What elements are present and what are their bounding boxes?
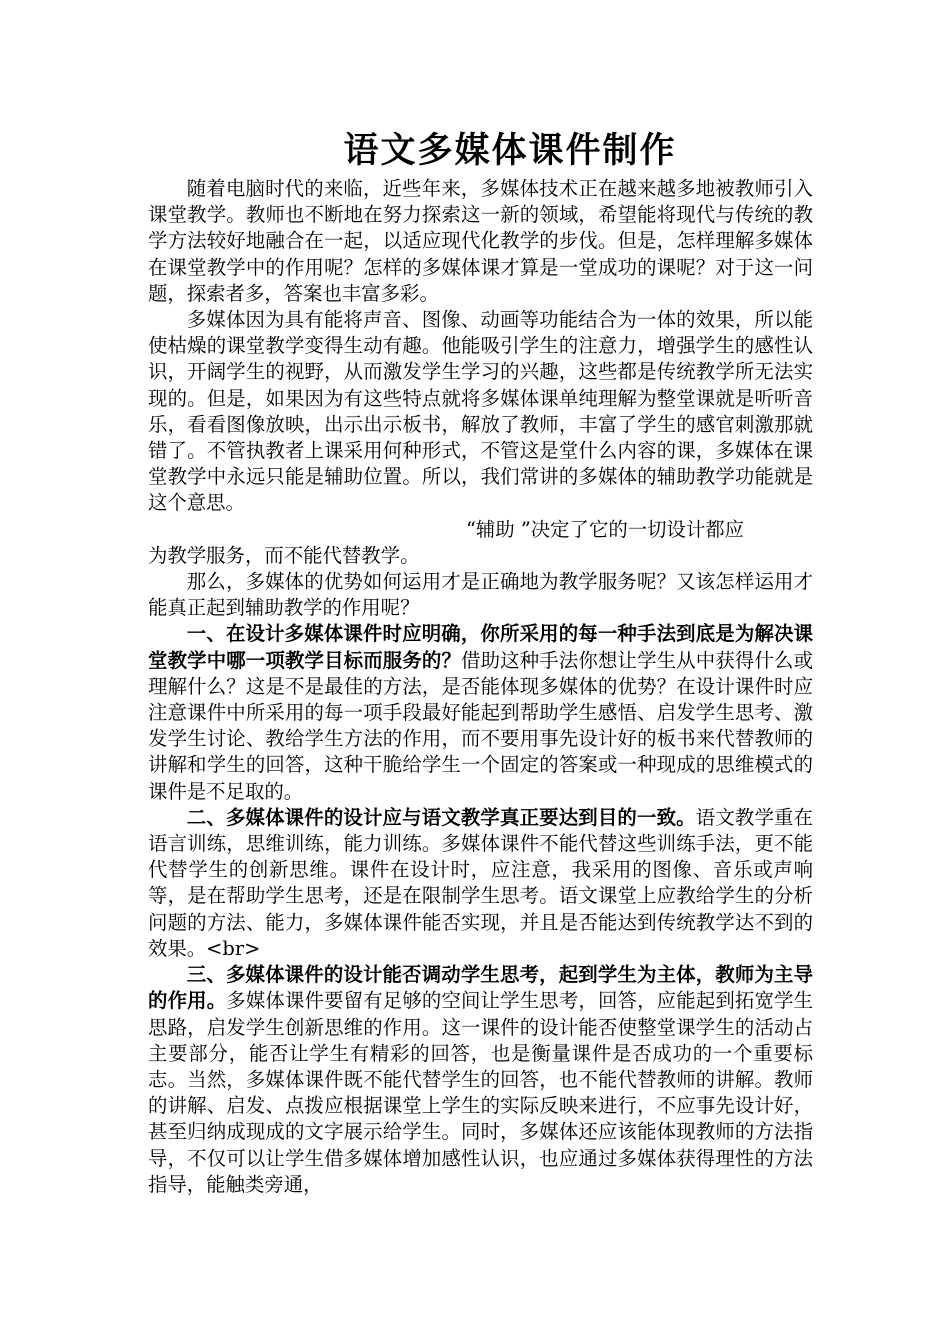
section-two xyxy=(148,805,813,962)
paragraph-auxiliary-conclusion: 为教学服务，而不能代替教学。 xyxy=(148,543,420,567)
section-three-heading: 三、多媒体课件的设计能否调动学生思考，起到学生为主体，教师为主导的作用。 xyxy=(148,963,813,1013)
section-one-text: 借助这种手法你想让学生从中获得什么或理解什么？这是不是最佳的方法，是否能体现多媒体的优势？在设计课件时应注意课件中所采用的每一项手段最好能起到帮助学生感悟、启发学生思考、激发学生讨论、教给学生方法的作用，而不要用事先设计好的板书来代替教师的讲解和学生的回答，这种干脆给学生一个固定的答案或一种现成的思维模式的课件是不足取的。 xyxy=(148,648,814,803)
paragraph-auxiliary-role: 多媒体因为具有能将声音、图像、动画等功能结合为一体的效果，所以能使枯燥的课堂教学变得生动有趣。他能吸引学生的注意力，增强学生的感性认识，开阔学生的视野，从而激发学生学习的兴趣，这些都是传统教学所无法实现的。但是，如果因为有这些特点就将多媒体课单纯理解为整堂课就是听听音乐，看看图像放映，出示出示板书，解放了教师，丰富了学生的感官刺激那就错了。不管执教者上课采用何种形式，不管这是堂什么内容的课，多媒体在课堂教学中永远只能是辅助位置。所以，我们常讲的多媒体的辅助教学功能就是这个意思。 xyxy=(148,308,813,515)
paragraph-intro: 随着电脑时代的来临，近些年来，多媒体技术正在越来越多地被教师引入课堂教学。教师也不断地在努力探索这一新的领域，希望能将现代与传统的教学方法较好地融合在一起，以适应现代化教学的步伐。但是，怎样理解多媒体在课堂教学中的作用呢？怎样的多媒体课才算是一堂成功的课呢？对于这一问题，探索者多，答案也丰富多彩。 xyxy=(148,177,813,305)
section-two-heading: 二、多媒体课件的设计应与语文教学真正要达到目的一致。 xyxy=(186,805,696,829)
document-body xyxy=(148,176,813,1198)
section-two-text: 语文教学重在语言训练，思维训练，能力训练。多媒体课件不能代替这些训练手法，更不能代替学生的创新思维。课件在设计时，应注意，我采用的图像、音乐或声响等，是在帮助学生思考，还是在限制学生思考。语文课堂上应教给学生的分析问题的方法、能力，多媒体课件能否实现，并且是否能达到传统教学达不到的效果。<br> xyxy=(148,805,814,960)
section-three xyxy=(148,962,813,1198)
section-one xyxy=(148,621,813,804)
section-one-heading: 一、在设计多媒体课件时应明确，你所采用的每一种手法到底是为解决课堂教学中哪一项教学目标而服务的？ xyxy=(148,622,813,672)
paragraph-auxiliary-quote: “辅助 ”决定了它的一切设计都应 xyxy=(466,517,745,541)
document-title: 语文多媒体课件制作 xyxy=(343,130,677,171)
section-three-text: 多媒体课件要留有足够的空间让学生思考，回答，应能起到拓宽学生思路，启发学生创新思维的作用。这一课件的设计能否使整堂课学生的活动占主要部分，能否让学生有精彩的回答，也是衡量课件是否成功的一个重要标志。当然，多媒体课件既不能代替学生的回答，也不能代替教师的讲解。教师的讲解、启发、点拨应根据课堂上学生的实际反映来进行，不应事先设计好，甚至归纳成现成的文字展示给学生。同时，多媒体还应该能体现教师的方法指导，不仅可以让学生借多媒体增加感性认识，也应通过多媒体获得理性的方法指导，能触类旁通， xyxy=(148,989,814,1196)
paragraph-question: 那么，多媒体的优势如何运用才是正确地为教学服务呢？又该怎样运用才能真正起到辅助教学的作用呢？ xyxy=(148,570,813,620)
